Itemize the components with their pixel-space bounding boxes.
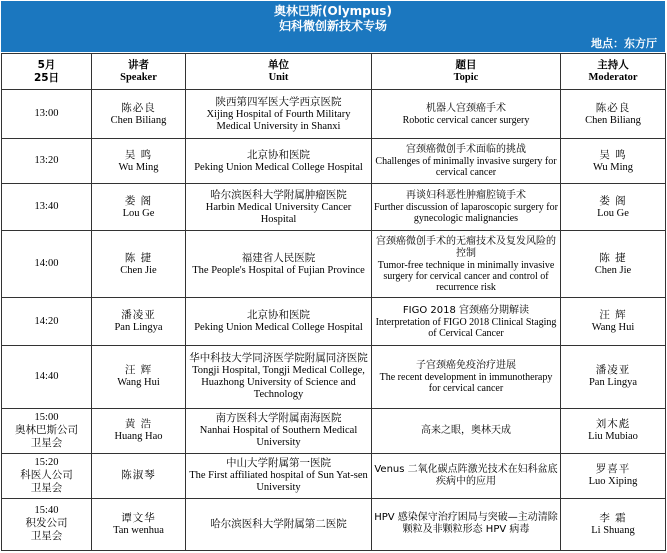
unit-header: 单位 Unit [186, 54, 372, 90]
time-cell: 13:00 [2, 90, 92, 139]
time-cell: 13:20 [2, 139, 92, 184]
unit-cell: 福建省人民医院 The People's Hospital of Fujian Province [186, 231, 372, 298]
unit-cell: 中山大学附属第一医院 The First affiliated hospital of Sun Yat-sen University [186, 453, 372, 498]
speaker-cell: 汪 辉 Wang Hui [92, 345, 186, 408]
table-row [2, 498, 666, 550]
table-row [2, 231, 666, 298]
table-row [2, 453, 666, 498]
topic-cell: HPV 感染保守治疗困局与突破—主动清除颗粒及非颗粒形态 HPV 病毒 [372, 498, 561, 550]
table-row [2, 139, 666, 184]
moderator-cell: 潘凌亚 Pan Lingya [561, 345, 666, 408]
topic-cell: 宫颈癌微创手术的无瘤技术及复发风险的控制 Tumor-free technique in minimally invasive surgery for cervical cancer and control of recurrence risk [372, 231, 561, 298]
topic-cell: 高来之眼，奥林天成 [372, 408, 561, 453]
location-label: 地点：东方厅 [591, 37, 657, 50]
topic-cell: FIGO 2018 宫颈癌分期解读 Interpretation of FIGO 2018 Clinical Staging of Cervical Cancer [372, 298, 561, 345]
moderator-cell: 李 霜 Li Shuang [561, 498, 666, 550]
time-cell: 13:40 [2, 184, 92, 231]
table-row [2, 408, 666, 453]
topic-cell: Venus 二氧化碳点阵激光技术在妇科盆底疾病中的应用 [372, 453, 561, 498]
moderator-cell: 陈必良 Chen Biliang [561, 90, 666, 139]
time-cell: 15:00 奥林巴斯公司 卫星会 [2, 408, 92, 453]
moderator-header: 主持人 Moderator [561, 54, 666, 90]
table-row [2, 184, 666, 231]
unit-cell: 北京协和医院 Peking Union Medical College Hospital [186, 139, 372, 184]
speaker-cell: 黄 浩 Huang Hao [92, 408, 186, 453]
speaker-cell: 潘凌亚 Pan Lingya [92, 298, 186, 345]
topic-header: 题目 Topic [372, 54, 561, 90]
time-cell: 15:20 科医人公司 卫星会 [2, 453, 92, 498]
speaker-cell: 谭文华 Tan wenhua [92, 498, 186, 550]
topic-cell: 宫颈癌微创手术面临的挑战 Challenges of minimally invasive surgery for cervical cancer [372, 139, 561, 184]
moderator-cell: 娄 阁 Lou Ge [561, 184, 666, 231]
topic-cell: 机器人宫颈癌手术 Robotic cervical cancer surgery [372, 90, 561, 139]
schedule-header [1, 1, 665, 52]
moderator-cell: 吴 鸣 Wu Ming [561, 139, 666, 184]
speaker-cell: 陈淑琴 [92, 453, 186, 498]
table-row [2, 298, 666, 345]
unit-cell: 陕西第四军医大学西京医院 Xijing Hospital of Fourth Military Medical University in Shanxi [186, 90, 372, 139]
unit-cell: 南方医科大学附属南海医院 Nanhai Hospital of Southern Medical University [186, 408, 372, 453]
topic-cell: 再谈妇科恶性肿瘤腔镜手术 Further discussion of laparoscopic surgery for gynecologic malignancies [372, 184, 561, 231]
session-title: 妇科微创新技术专场 [278, 19, 387, 33]
speaker-cell: 娄 阁 Lou Ge [92, 184, 186, 231]
unit-cell: 华中科技大学同济医学院附属同济医院 Tongji Hospital, Tongji Medical College, Huazhong University of Science and Technology [186, 345, 372, 408]
time-cell: 14:40 [2, 345, 92, 408]
moderator-cell: 罗喜平 Luo Xiping [561, 453, 666, 498]
unit-cell: 哈尔滨医科大学附属肿瘤医院 Harbin Medical University Cancer Hospital [186, 184, 372, 231]
table-row [2, 345, 666, 408]
speaker-cell: 陈 捷 Chen Jie [92, 231, 186, 298]
sponsor-title: 奥林巴斯(Olympus) [274, 4, 392, 18]
time-cell: 14:00 [2, 231, 92, 298]
date-header: 5月 25日 [2, 54, 92, 90]
speaker-cell: 陈必良 Chen Biliang [92, 90, 186, 139]
unit-cell: 哈尔滨医科大学附属第二医院 [186, 498, 372, 550]
time-cell: 15:40 积发公司 卫星会 [2, 498, 92, 550]
speaker-cell: 吴 鸣 Wu Ming [92, 139, 186, 184]
time-cell: 14:20 [2, 298, 92, 345]
table-row [2, 90, 666, 139]
schedule-table [1, 53, 666, 551]
moderator-cell: 汪 辉 Wang Hui [561, 298, 666, 345]
table-header-row [2, 54, 666, 90]
moderator-cell: 刘木彪 Liu Mubiao [561, 408, 666, 453]
topic-cell: 子宫颈癌免疫治疗进展 The recent development in immunotherapy for cervical cancer [372, 345, 561, 408]
speaker-header: 讲者 Speaker [92, 54, 186, 90]
moderator-cell: 陈 捷 Chen Jie [561, 231, 666, 298]
unit-cell: 北京协和医院 Peking Union Medical College Hospital [186, 298, 372, 345]
